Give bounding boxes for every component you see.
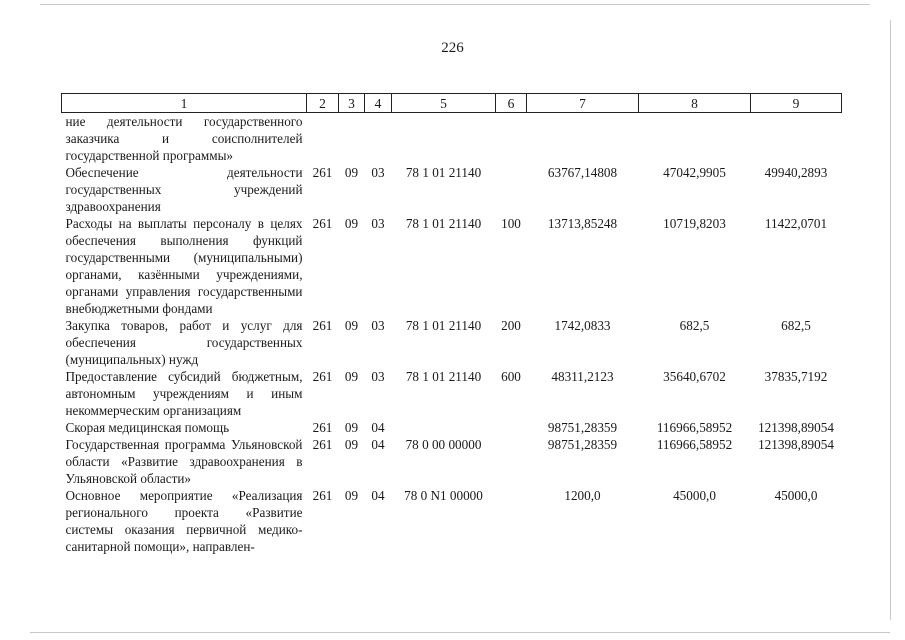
- cell-target-article: 78 1 01 21140: [405, 318, 482, 333]
- cell-amount-1: 48311,2123: [551, 369, 614, 384]
- header-col-3: 3: [339, 94, 365, 113]
- cell-subsection: [365, 113, 392, 165]
- cell-amount-3: [751, 113, 842, 165]
- cell-subsection: 04: [371, 488, 385, 503]
- table-header: [62, 94, 842, 113]
- row-name: Скорая медицинская помощь: [65, 420, 230, 435]
- cell-section: 09: [344, 420, 359, 435]
- cell-expense-type: [496, 164, 527, 215]
- cell-amount-3: 121398,89054: [758, 437, 834, 452]
- header-col-8: 8: [639, 94, 751, 113]
- cell-amount-3: 682,5: [781, 318, 811, 333]
- header-col-6: 6: [496, 94, 527, 113]
- row-name: Государственная программа Ульяновской области «Развитие здравоохранения в Ульяновской области»: [65, 437, 303, 486]
- cell-amount-2: 35640,6702: [663, 369, 726, 384]
- cell-amount-3: 11422,0701: [764, 216, 828, 231]
- cell-subsection: 03: [371, 165, 385, 180]
- cell-section: 09: [344, 369, 359, 384]
- row-name: Расходы на выплаты персоналу в целях обеспечения выполнения функций государственными (муниципальными) органами, казёнными учреждениями, органами управления государственными внебюджетными фондами: [65, 216, 303, 316]
- cell-ministry: [307, 113, 339, 165]
- cell-expense-type: [496, 419, 527, 436]
- cell-ministry: 261: [312, 216, 333, 231]
- cell-amount-1: 1742,0833: [554, 318, 611, 333]
- cell-target-article: [392, 419, 496, 436]
- cell-amount-2: 10719,8203: [663, 216, 726, 231]
- cell-subsection: 03: [371, 216, 385, 231]
- cell-section: 09: [344, 165, 359, 180]
- table-body: [62, 113, 842, 556]
- header-row: [62, 94, 842, 113]
- cell-ministry: 261: [312, 420, 333, 435]
- cell-amount-2: 682,5: [679, 318, 710, 333]
- cell-amount-3: 121398,89054: [758, 420, 834, 435]
- cell-expense-type: 100: [501, 216, 521, 231]
- cell-target-article: 78 0 N1 00000: [404, 488, 483, 503]
- header-col-2: 2: [307, 94, 339, 113]
- cell-target-article: 78 0 00 00000: [405, 437, 482, 452]
- page-number: 226: [441, 40, 464, 56]
- row-name: Закупка товаров, работ и услуг для обеспечения государственных (муниципальных) нужд: [65, 318, 303, 367]
- cell-amount-2: 116966,58952: [656, 437, 733, 452]
- header-col-5: 5: [392, 94, 496, 113]
- cell-target-article: [392, 113, 496, 165]
- cell-amount-2: 47042,9905: [663, 165, 726, 180]
- cell-amount-2: 45000,0: [673, 488, 716, 503]
- cell-expense-type: [496, 436, 527, 487]
- table-row: [62, 317, 842, 368]
- cell-target-article: 78 1 01 21140: [405, 165, 482, 180]
- table-row: [62, 419, 842, 436]
- cell-amount-1: 13713,85248: [547, 216, 618, 231]
- header-col-7: 7: [527, 94, 639, 113]
- cell-subsection: 03: [371, 369, 385, 384]
- cell-amount-2: [639, 113, 751, 165]
- row-name: Основное мероприятие «Реализация регионального проекта «Развитие системы оказания первичной медико-санитарной помощи», направлен-: [65, 488, 303, 554]
- cell-subsection: 03: [371, 318, 385, 333]
- cell-ministry: 261: [312, 369, 333, 384]
- scan-edge-bottom: [30, 632, 890, 633]
- table-row: [62, 113, 842, 165]
- budget-table: [61, 93, 842, 555]
- header-col-1: 1: [62, 94, 307, 113]
- scan-edge-right: [890, 20, 891, 620]
- cell-amount-1: [527, 113, 639, 165]
- cell-ministry: 261: [312, 437, 333, 452]
- cell-amount-3: 45000,0: [774, 488, 818, 503]
- cell-ministry: 261: [312, 318, 333, 333]
- header-col-4: 4: [365, 94, 392, 113]
- cell-section: [339, 113, 365, 165]
- row-name: Обеспечение деятельности государственных учреждений здравоохранения: [65, 165, 303, 214]
- cell-expense-type: 200: [501, 318, 521, 333]
- row-name: ние деятельности государственного заказчика и соисполнителей государственной программы»: [65, 114, 303, 163]
- cell-amount-3: 37835,7192: [764, 369, 828, 384]
- table-row: [62, 368, 842, 419]
- cell-section: 09: [344, 318, 359, 333]
- table-row: [62, 215, 842, 317]
- cell-target-article: 78 1 01 21140: [405, 216, 482, 231]
- cell-section: 09: [344, 488, 359, 503]
- cell-amount-3: 49940,2893: [764, 165, 828, 180]
- scan-edge-top: [40, 4, 870, 5]
- cell-subsection: 04: [371, 420, 385, 435]
- row-name: Предоставление субсидий бюджетным, автономным учреждениям и иным некоммерческим организациям: [65, 369, 303, 418]
- cell-amount-1: 98751,28359: [547, 420, 618, 435]
- cell-ministry: 261: [312, 488, 333, 503]
- cell-expense-type: 600: [501, 369, 521, 384]
- cell-ministry: 261: [312, 165, 333, 180]
- table-row: [62, 436, 842, 487]
- cell-subsection: 04: [371, 437, 385, 452]
- cell-section: 09: [344, 437, 359, 452]
- table-row: [62, 164, 842, 215]
- cell-amount-2: 116966,58952: [656, 420, 733, 435]
- cell-amount-1: 63767,14808: [547, 165, 618, 180]
- cell-target-article: 78 1 01 21140: [405, 369, 482, 384]
- cell-section: 09: [344, 216, 359, 231]
- cell-amount-1: 1200,0: [564, 488, 601, 503]
- cell-expense-type: [496, 113, 527, 165]
- header-col-9: 9: [751, 94, 842, 113]
- cell-amount-1: 98751,28359: [547, 437, 618, 452]
- table-row: [62, 487, 842, 555]
- cell-expense-type: [496, 487, 527, 555]
